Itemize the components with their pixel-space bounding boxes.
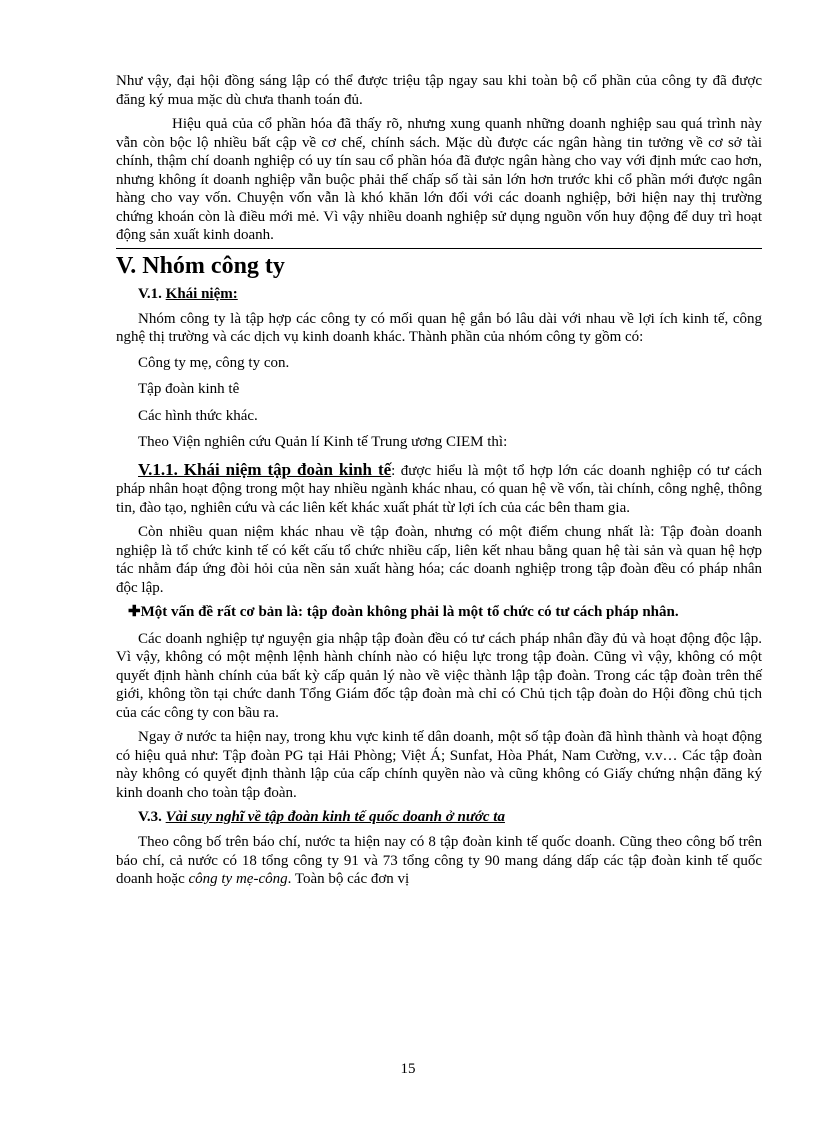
list-item: Công ty mẹ, công ty con. [138,354,290,371]
paragraph: Còn nhiều quan niệm khác nhau về tập đoàn, nhưng có một điểm chung nhất là: Tập đoàn doanh nghiệp là tổ chức kinh tế có kết cấu tổ chức nhiều cấp, liên kết nhau bằng quan hệ tài sản và quan hệ hợp tác nhằm đáp ứng đòi hỏi của nền sản xuất hàng hóa; các doanh nghiệp trong tập đoàn đều có pháp nhân độc lập. [116,524,762,596]
page-number: 15 [400,1061,416,1077]
subsection-number: V.1. [138,285,162,302]
paragraph: Hiệu quả của cổ phần hóa đã thấy rõ, nhưng xung quanh những doanh nghiệp sau quá trình này vẫn còn bộc lộ nhiều bất cập về cơ chế, chính sách. Mặc dù được các ngân hàng tin tưởng về cơ sở tài chính, thậm chí doanh nghiệp có uy tín sau cổ phần hóa đã được ngân hàng cho vay với định mức cao hơn, nhưng không ít doanh nghiệp vẫn buộc phải thế chấp số tài sản lớn hơn trước khi cổ phần mới được ngân hàng cho vay vốn. Chuyện vốn vẫn là khó khăn lớn đối với các doanh nghiệp, bởi hiện nay thị trường chứng khoán còn là điều mới mẻ. Vì vậy nhiều doanh nghiệp sử dụng nguồn vốn huy động để duy trì hoạt động sản xuất kinh doanh. [116,116,762,243]
paragraph: Như vậy, đại hội đồng sáng lập có thể được triệu tập ngay sau khi toàn bộ cổ phần của công ty đã được đăng ký mua mặc dù chưa thanh toán đủ. [116,73,762,108]
paragraph: Ngay ở nước ta hiện nay, trong khu vực kinh tế dân doanh, một số tập đoàn đã hình thành và hoạt động có hiệu quả như: Tập đoàn PG tại Hải Phòng; Việt Á; Sunfat, Hòa Phát, Nam Cường, v.v… Các tập đoàn này không có quyết định thành lập của cấp chính quyền nào và cũng không có Giấy chứng nhận đăng ký kinh doanh cho toàn tập đoàn. [116,729,762,801]
subsection-title: Vài suy nghĩ về tập đoàn kinh tế quốc doanh ở nước ta [165,809,505,825]
paragraph: Các doanh nghiệp tự nguyện gia nhập tập đoàn đều có tư cách pháp nhân đầy đủ và hoạt động độc lập. Vì vậy, không có một mệnh lệnh hành chính nào có hiệu lực trong tập đoàn. Cũng vì vậy, không có một quyết định hành chính của bất kỳ cấp quản lý nào về việc thành lập tập đoàn. Trong các tập đoàn trên thế giới, không tồn tại chức danh Tổng Giám đốc tập đoàn mà chỉ có Chủ tịch tập đoàn do Hội đồng chủ tịch của các công ty con bầu ra. [116,630,762,721]
subsection-heading [138,808,762,827]
highlight-statement [116,603,762,622]
subsection-number: V.3. [138,809,162,825]
cross-bullet-icon: ✚ [128,604,141,620]
highlight-text: Một vấn đề rất cơ bản là: tập đoàn không phải là một tổ chức có tư cách pháp nhân. [140,604,679,620]
list-item: Các hình thức khác. [138,407,258,424]
paragraph [116,461,762,518]
list-item: Tập đoàn kinh tê [138,381,240,397]
section-divider [116,248,762,249]
section-heading: V. Nhóm công ty [116,252,285,279]
document-page [116,72,762,889]
emphasis-text: công ty mẹ-công [188,871,288,887]
subsection-heading [138,285,762,304]
paragraph-text: : được hiểu là một tổ hợp lớn các doanh nghiệp có tư cách pháp nhân hoạt động trong một hay nhiều ngành khác nhau, có quan hệ về vốn, tài chính, công nghệ, thông tin, đào tạo, nghiên cứu và các liên kết khác xuất phát từ lợi ích của các bên tham gia. [116,462,762,516]
paragraph: Nhóm công ty là tập hợp các công ty có mối quan hệ gắn bó lâu dài với nhau về lợi ích kinh tế, công nghệ thị trường và các dịch vụ kinh doanh khác. Thành phần của nhóm công ty gồm có: [116,310,762,345]
paragraph [116,833,762,889]
paragraph-text: . Toàn bộ các đơn vị [287,871,410,887]
paragraph-text: Theo công bố trên báo chí, nước ta hiện nay có 8 tập đoàn kinh tế quốc doanh. Cũng theo công bố trên báo chí, cả nước có 18 tổng công ty 91 và 73 tổng công ty 90 mang dáng dấp các tập đoàn kinh tế quốc doanh hoặc [116,834,762,887]
subsection-heading: V.1.1. Khái niệm tập đoàn kinh tế [138,459,392,479]
paragraph: Theo Viện nghiên cứu Quản lí Kinh tế Trung ương CIEM thì: [138,434,508,450]
subsection-title: Khái niệm: [165,285,238,302]
